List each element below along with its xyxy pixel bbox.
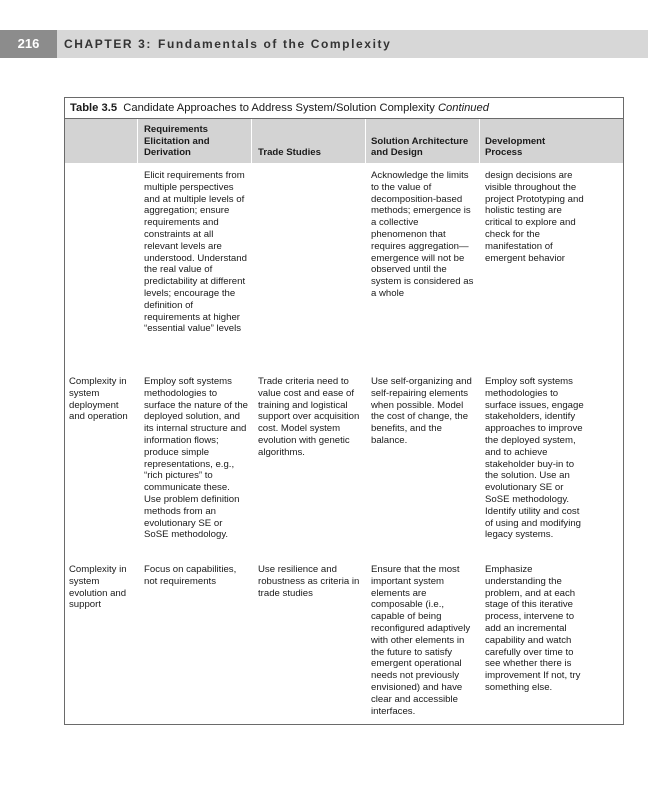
page-number: 216: [0, 30, 57, 58]
row2-trade-studies: Trade criteria need to value cost and ease of training and logistical support over acquisition cost. Model system evolution with genetic algorithms.: [258, 376, 360, 458]
chapter-name: Fundamentals of the Complexity: [158, 37, 392, 51]
column-divider: [137, 119, 138, 163]
column-header-requirements: Requirements Elicitation and Derivation: [144, 124, 210, 159]
table-header-row: [65, 119, 623, 163]
row1-development: design decisions are visible throughout the project Prototyping and holistic testing are critical to explore and check for the manifestation of emergent behavior: [485, 170, 584, 264]
row3-development: Emphasize understanding the problem, and at each stage of this iterative process, intervene to add an incremental capability and watch carefully over time to see whether there is improvement If not, try something else.: [485, 564, 581, 693]
column-divider: [251, 119, 252, 163]
row2-category: Complexity in system deployment and operation: [69, 376, 128, 423]
table-title: Candidate Approaches to Address System/Solution Complexity: [123, 102, 435, 114]
row3-category: Complexity in system evolution and support: [69, 564, 127, 611]
table-continued: Continued: [437, 102, 489, 114]
chapter-label: CHAPTER 3:: [64, 37, 153, 51]
approaches-table: [64, 97, 624, 725]
column-divider: [365, 119, 366, 163]
running-header: [0, 30, 648, 58]
table-number: Table 3.5: [70, 102, 118, 114]
row1-architecture: Acknowledge the limits to the value of decomposition-based methods; emergence is a collective phenomenon that requires aggregation—emergence will not be observed until the system is considered as a whole: [371, 170, 474, 299]
chapter-title: [64, 30, 391, 58]
column-header-architecture: Solution Architecture and Design: [371, 135, 469, 159]
row3-requirements: Focus on capabilities, not requirements: [144, 564, 237, 587]
column-header-trade-studies: Trade Studies: [258, 147, 321, 159]
row2-requirements: Employ soft systems methodologies to surface the nature of the deployed solution, and its internal structure and information flows; produce simple representations, e.g., “rich pictures” to communicate these. Use problem definition methods from an evolutionary SE or SoSE methodology.: [144, 376, 248, 541]
row3-architecture: Ensure that the most important system elements are composable (i.e., capable of being reconfigured adaptively with other elements in the future to satisfy emergent operational needs not previously envisioned) and have clear and accessible interfaces.: [371, 564, 471, 717]
row3-trade-studies: Use resilience and robustness as criteria in trade studies: [258, 564, 360, 599]
table-caption: [70, 102, 489, 114]
column-header-development: Development Process: [485, 135, 546, 159]
column-divider: [479, 119, 480, 163]
row2-architecture: Use self-organizing and self-repairing elements when possible. Model the cost of change, the benefits, and the balance.: [371, 376, 472, 446]
row2-development: Employ soft systems methodologies to surface issues, engage stakeholders, identify approaches to improve the deployed system, and to achieve stakeholder buy-in to the solution. Use an evolutionary SE or SoSE methodology. Identify utility and cost of using and modifying legacy systems.: [485, 376, 584, 541]
row1-requirements: Elicit requirements from multiple perspectives and at multiple levels of aggregation; ensure requirements and constraints at all relevant levels are understood. Understand the real value of predictability at different levels; encourage the definition of requirements at higher “essential value” levels: [144, 170, 247, 335]
